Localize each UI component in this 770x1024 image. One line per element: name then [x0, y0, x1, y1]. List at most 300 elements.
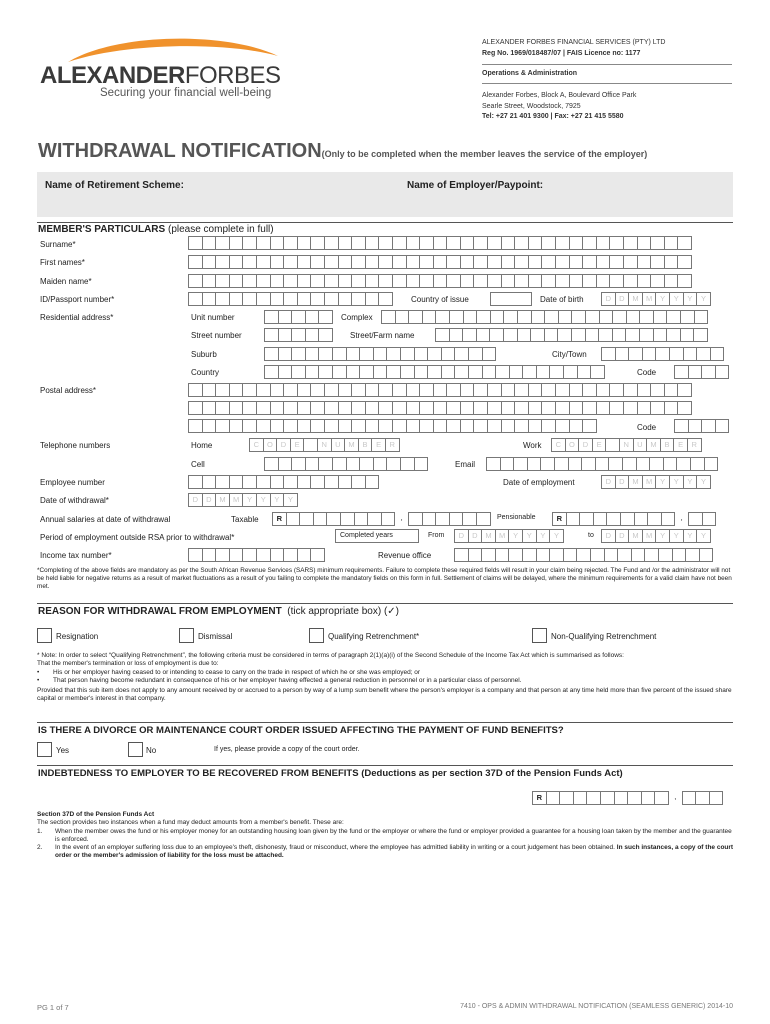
char-box[interactable]	[406, 274, 421, 288]
char-box[interactable]	[554, 457, 569, 471]
char-box[interactable]	[476, 512, 491, 526]
char-box[interactable]	[435, 512, 450, 526]
char-box[interactable]	[270, 274, 285, 288]
char-box[interactable]	[215, 236, 230, 250]
char-box[interactable]	[297, 383, 312, 397]
maiden-name-input[interactable]	[188, 274, 691, 288]
char-box[interactable]	[291, 457, 306, 471]
char-box[interactable]	[555, 236, 570, 250]
char-box[interactable]	[571, 310, 586, 324]
char-box[interactable]	[544, 328, 559, 342]
email-input[interactable]	[486, 457, 717, 471]
char-box[interactable]: D	[202, 493, 217, 507]
char-box[interactable]	[256, 419, 271, 433]
char-box[interactable]	[639, 310, 654, 324]
doe-input[interactable]	[601, 475, 710, 489]
char-box[interactable]	[674, 419, 689, 433]
non-qualifying-retrenchment-checkbox[interactable]	[532, 628, 547, 643]
char-box[interactable]	[677, 236, 692, 250]
char-box[interactable]	[596, 255, 611, 269]
char-box[interactable]	[655, 347, 670, 361]
char-box[interactable]	[582, 383, 597, 397]
char-box[interactable]	[573, 791, 588, 805]
char-box[interactable]	[473, 401, 488, 415]
char-box[interactable]	[490, 310, 505, 324]
char-box[interactable]	[454, 548, 469, 562]
char-box[interactable]	[650, 383, 665, 397]
char-box[interactable]	[414, 457, 429, 471]
char-box[interactable]	[557, 328, 572, 342]
char-box[interactable]	[615, 347, 630, 361]
char-box[interactable]	[558, 310, 573, 324]
char-box[interactable]: ,	[674, 792, 677, 801]
char-box[interactable]	[541, 401, 556, 415]
qualifying-retrenchment-checkbox[interactable]	[309, 628, 324, 643]
char-box[interactable]	[664, 383, 679, 397]
char-box[interactable]	[346, 365, 361, 379]
char-box[interactable]	[310, 401, 325, 415]
char-box[interactable]	[522, 365, 537, 379]
char-box[interactable]	[487, 383, 502, 397]
postal-code-input[interactable]	[674, 419, 728, 433]
char-box[interactable]	[318, 365, 333, 379]
char-box[interactable]	[378, 274, 393, 288]
char-box[interactable]	[297, 419, 312, 433]
char-box[interactable]: B	[660, 438, 675, 452]
char-box[interactable]: R	[272, 512, 287, 526]
char-box[interactable]	[422, 512, 437, 526]
char-box[interactable]	[620, 512, 635, 526]
char-box[interactable]	[586, 791, 601, 805]
char-box[interactable]	[568, 457, 583, 471]
char-box[interactable]: ,	[680, 513, 683, 522]
char-box[interactable]	[599, 310, 614, 324]
char-box[interactable]	[677, 383, 692, 397]
char-box[interactable]: ,	[400, 513, 403, 522]
char-box[interactable]	[590, 548, 605, 562]
street-number-input[interactable]	[264, 328, 332, 342]
char-box[interactable]	[585, 310, 600, 324]
char-box[interactable]	[501, 274, 516, 288]
char-box[interactable]	[188, 475, 203, 489]
char-box[interactable]	[324, 292, 339, 306]
char-box[interactable]	[664, 255, 679, 269]
char-box[interactable]	[571, 328, 586, 342]
char-box[interactable]: D	[454, 529, 469, 543]
char-box[interactable]: D	[601, 475, 616, 489]
char-box[interactable]	[202, 292, 217, 306]
char-box[interactable]	[270, 236, 285, 250]
char-box[interactable]	[582, 236, 597, 250]
char-box[interactable]: D	[188, 493, 203, 507]
char-box[interactable]	[482, 347, 497, 361]
char-box[interactable]	[283, 383, 298, 397]
char-box[interactable]	[601, 347, 616, 361]
char-box[interactable]	[600, 791, 615, 805]
char-box[interactable]	[338, 383, 353, 397]
char-box[interactable]	[318, 457, 333, 471]
char-box[interactable]	[508, 548, 523, 562]
char-box[interactable]	[460, 383, 475, 397]
char-box[interactable]	[702, 512, 717, 526]
char-box[interactable]: Y	[683, 475, 698, 489]
char-box[interactable]	[517, 310, 532, 324]
char-box[interactable]	[419, 419, 434, 433]
char-box[interactable]	[582, 419, 597, 433]
period-to-input[interactable]	[601, 529, 710, 543]
suburb-input[interactable]	[264, 347, 495, 361]
char-box[interactable]	[517, 328, 532, 342]
char-box[interactable]: R	[552, 512, 567, 526]
char-box[interactable]	[473, 236, 488, 250]
char-box[interactable]	[514, 419, 529, 433]
char-box[interactable]	[628, 347, 643, 361]
char-box[interactable]: Y	[669, 292, 684, 306]
char-box[interactable]	[242, 383, 257, 397]
char-box[interactable]	[270, 255, 285, 269]
char-box[interactable]	[473, 274, 488, 288]
char-box[interactable]	[688, 365, 703, 379]
char-box[interactable]	[283, 255, 298, 269]
char-box[interactable]	[242, 475, 257, 489]
char-box[interactable]	[685, 548, 700, 562]
char-box[interactable]: Y	[696, 292, 711, 306]
char-box[interactable]	[664, 401, 679, 415]
postal-line-2[interactable]	[188, 401, 691, 415]
char-box[interactable]	[351, 236, 366, 250]
char-box[interactable]: Y	[536, 529, 551, 543]
char-box[interactable]: D	[615, 475, 630, 489]
char-box[interactable]	[627, 791, 642, 805]
char-box[interactable]	[305, 457, 320, 471]
char-box[interactable]	[672, 548, 687, 562]
char-box[interactable]: O	[263, 438, 278, 452]
char-box[interactable]	[566, 512, 581, 526]
char-box[interactable]	[324, 401, 339, 415]
char-box[interactable]	[367, 512, 382, 526]
char-box[interactable]	[188, 255, 203, 269]
char-box[interactable]	[297, 236, 312, 250]
char-box[interactable]	[460, 274, 475, 288]
char-box[interactable]	[680, 328, 695, 342]
char-box[interactable]	[400, 457, 415, 471]
char-box[interactable]: M	[229, 493, 244, 507]
home-phone-input[interactable]	[249, 438, 399, 452]
char-box[interactable]	[365, 383, 380, 397]
char-box[interactable]: E	[592, 438, 607, 452]
char-box[interactable]	[446, 236, 461, 250]
char-box[interactable]	[408, 512, 423, 526]
char-box[interactable]	[433, 255, 448, 269]
char-box[interactable]: Y	[283, 493, 298, 507]
char-box[interactable]: D	[578, 438, 593, 452]
char-box[interactable]	[406, 255, 421, 269]
char-box[interactable]	[202, 383, 217, 397]
char-box[interactable]	[215, 274, 230, 288]
char-box[interactable]	[310, 274, 325, 288]
char-box[interactable]	[422, 310, 437, 324]
char-box[interactable]	[406, 236, 421, 250]
char-box[interactable]	[433, 401, 448, 415]
char-box[interactable]	[666, 310, 681, 324]
char-box[interactable]	[318, 310, 333, 324]
char-box[interactable]	[541, 419, 556, 433]
dow-input[interactable]	[188, 493, 297, 507]
char-box[interactable]	[514, 274, 529, 288]
char-box[interactable]	[408, 310, 423, 324]
char-box[interactable]: Y	[669, 475, 684, 489]
char-box[interactable]	[598, 328, 613, 342]
char-box[interactable]	[653, 310, 668, 324]
char-box[interactable]	[609, 274, 624, 288]
char-box[interactable]	[626, 310, 641, 324]
char-box[interactable]	[593, 512, 608, 526]
char-box[interactable]	[202, 274, 217, 288]
char-box[interactable]	[419, 401, 434, 415]
char-box[interactable]	[486, 457, 501, 471]
char-box[interactable]	[609, 401, 624, 415]
char-box[interactable]	[229, 274, 244, 288]
char-box[interactable]	[264, 310, 279, 324]
char-box[interactable]	[419, 383, 434, 397]
char-box[interactable]	[683, 347, 698, 361]
char-box[interactable]	[406, 383, 421, 397]
char-box[interactable]	[283, 475, 298, 489]
char-box[interactable]	[473, 383, 488, 397]
char-box[interactable]	[264, 347, 279, 361]
char-box[interactable]	[299, 512, 314, 526]
char-box[interactable]	[427, 365, 442, 379]
char-box[interactable]	[291, 310, 306, 324]
char-box[interactable]	[481, 548, 496, 562]
char-box[interactable]	[229, 383, 244, 397]
char-box[interactable]	[297, 292, 312, 306]
char-box[interactable]	[305, 365, 320, 379]
char-box[interactable]	[500, 457, 515, 471]
char-box[interactable]	[569, 401, 584, 415]
country-issue-input[interactable]	[490, 292, 532, 306]
char-box[interactable]	[462, 328, 477, 342]
char-box[interactable]	[695, 791, 710, 805]
employee-number-input[interactable]	[188, 475, 378, 489]
char-box[interactable]	[297, 475, 312, 489]
char-box[interactable]	[623, 401, 638, 415]
postal-line-1[interactable]	[188, 383, 691, 397]
char-box[interactable]	[278, 347, 293, 361]
char-box[interactable]	[501, 419, 516, 433]
char-box[interactable]	[291, 328, 306, 342]
char-box[interactable]	[305, 347, 320, 361]
char-box[interactable]: M	[628, 292, 643, 306]
char-box[interactable]	[324, 236, 339, 250]
char-box[interactable]: M	[628, 475, 643, 489]
char-box[interactable]	[555, 255, 570, 269]
char-box[interactable]	[324, 383, 339, 397]
char-box[interactable]	[446, 419, 461, 433]
char-box[interactable]: Y	[683, 292, 698, 306]
char-box[interactable]: U	[633, 438, 648, 452]
char-box[interactable]	[612, 328, 627, 342]
char-box[interactable]	[581, 457, 596, 471]
char-box[interactable]	[242, 401, 257, 415]
char-box[interactable]	[460, 401, 475, 415]
char-box[interactable]: M	[628, 529, 643, 543]
char-box[interactable]	[283, 419, 298, 433]
char-box[interactable]: E	[290, 438, 305, 452]
employer-input[interactable]	[400, 188, 733, 218]
char-box[interactable]	[623, 236, 638, 250]
char-box[interactable]	[663, 457, 678, 471]
char-box[interactable]	[264, 365, 279, 379]
char-box[interactable]	[454, 365, 469, 379]
char-box[interactable]	[242, 255, 257, 269]
char-box[interactable]	[555, 274, 570, 288]
char-box[interactable]	[278, 365, 293, 379]
char-box[interactable]	[324, 255, 339, 269]
char-box[interactable]	[365, 475, 380, 489]
char-box[interactable]	[528, 274, 543, 288]
char-box[interactable]	[503, 310, 518, 324]
char-box[interactable]	[468, 347, 483, 361]
char-box[interactable]	[215, 383, 230, 397]
char-box[interactable]	[622, 457, 637, 471]
char-box[interactable]	[202, 255, 217, 269]
char-box[interactable]	[346, 347, 361, 361]
char-box[interactable]	[528, 401, 543, 415]
char-box[interactable]	[338, 274, 353, 288]
char-box[interactable]	[595, 457, 610, 471]
char-box[interactable]	[373, 347, 388, 361]
char-box[interactable]	[386, 365, 401, 379]
char-box[interactable]	[569, 255, 584, 269]
char-box[interactable]	[559, 791, 574, 805]
char-box[interactable]	[441, 365, 456, 379]
char-box[interactable]: Y	[683, 529, 698, 543]
char-box[interactable]	[637, 383, 652, 397]
char-box[interactable]	[596, 383, 611, 397]
char-box[interactable]	[688, 419, 703, 433]
revenue-office-input[interactable]	[454, 548, 712, 562]
char-box[interactable]: D	[276, 438, 291, 452]
char-box[interactable]	[441, 347, 456, 361]
char-box[interactable]	[563, 365, 578, 379]
char-box[interactable]	[365, 401, 380, 415]
char-box[interactable]	[256, 475, 271, 489]
char-box[interactable]	[215, 548, 230, 562]
char-box[interactable]	[623, 255, 638, 269]
char-box[interactable]	[229, 401, 244, 415]
cell-input[interactable]	[264, 457, 427, 471]
char-box[interactable]	[449, 310, 464, 324]
char-box[interactable]	[365, 236, 380, 250]
char-box[interactable]	[392, 401, 407, 415]
char-box[interactable]: D	[615, 529, 630, 543]
unit-number-input[interactable]	[264, 310, 332, 324]
char-box[interactable]	[229, 255, 244, 269]
char-box[interactable]	[351, 274, 366, 288]
char-box[interactable]	[569, 236, 584, 250]
char-box[interactable]	[278, 310, 293, 324]
char-box[interactable]	[318, 328, 333, 342]
char-box[interactable]	[256, 236, 271, 250]
char-box[interactable]	[340, 512, 355, 526]
char-box[interactable]	[501, 401, 516, 415]
char-box[interactable]	[406, 401, 421, 415]
char-box[interactable]	[596, 274, 611, 288]
char-box[interactable]: C	[551, 438, 566, 452]
char-box[interactable]	[202, 236, 217, 250]
char-box[interactable]	[310, 255, 325, 269]
char-box[interactable]	[338, 419, 353, 433]
char-box[interactable]	[688, 512, 703, 526]
char-box[interactable]: Y	[549, 529, 564, 543]
char-box[interactable]	[400, 365, 415, 379]
char-box[interactable]: Y	[522, 529, 537, 543]
char-box[interactable]	[446, 401, 461, 415]
char-box[interactable]	[435, 310, 450, 324]
char-box[interactable]	[541, 255, 556, 269]
char-box[interactable]: M	[642, 529, 657, 543]
char-box[interactable]	[283, 401, 298, 415]
char-box[interactable]: Y	[508, 529, 523, 543]
char-box[interactable]	[609, 236, 624, 250]
char-box[interactable]	[270, 292, 285, 306]
char-box[interactable]	[530, 328, 545, 342]
char-box[interactable]	[489, 328, 504, 342]
char-box[interactable]	[680, 310, 695, 324]
char-box[interactable]	[283, 548, 298, 562]
char-box[interactable]	[278, 457, 293, 471]
char-box[interactable]: N	[317, 438, 332, 452]
char-box[interactable]	[460, 255, 475, 269]
char-box[interactable]	[433, 383, 448, 397]
char-box[interactable]	[563, 548, 578, 562]
char-box[interactable]	[392, 419, 407, 433]
char-box[interactable]	[540, 457, 555, 471]
char-box[interactable]: M	[642, 292, 657, 306]
char-box[interactable]	[215, 292, 230, 306]
char-box[interactable]	[555, 419, 570, 433]
char-box[interactable]	[446, 274, 461, 288]
char-box[interactable]	[650, 236, 665, 250]
char-box[interactable]	[693, 328, 708, 342]
char-box[interactable]	[242, 236, 257, 250]
char-box[interactable]	[637, 236, 652, 250]
char-box[interactable]	[378, 292, 393, 306]
char-box[interactable]	[541, 383, 556, 397]
char-box[interactable]	[577, 365, 592, 379]
char-box[interactable]	[664, 236, 679, 250]
char-box[interactable]	[609, 255, 624, 269]
char-box[interactable]	[229, 419, 244, 433]
char-box[interactable]	[637, 255, 652, 269]
char-box[interactable]	[310, 292, 325, 306]
char-box[interactable]	[582, 401, 597, 415]
char-box[interactable]	[373, 365, 388, 379]
char-box[interactable]	[677, 255, 692, 269]
char-box[interactable]	[576, 548, 591, 562]
char-box[interactable]	[338, 401, 353, 415]
char-box[interactable]: Y	[655, 292, 670, 306]
char-box[interactable]	[419, 255, 434, 269]
char-box[interactable]	[513, 457, 528, 471]
char-box[interactable]	[704, 457, 719, 471]
char-box[interactable]	[378, 401, 393, 415]
char-box[interactable]	[270, 419, 285, 433]
char-box[interactable]	[256, 401, 271, 415]
char-box[interactable]	[650, 255, 665, 269]
char-box[interactable]	[661, 512, 676, 526]
